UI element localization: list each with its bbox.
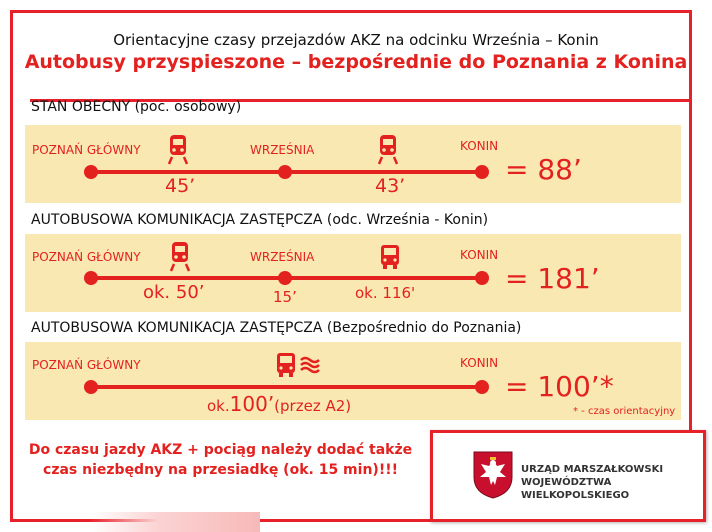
time-suffix: (przez A2) xyxy=(274,397,352,415)
stop-dot xyxy=(475,271,489,285)
logo-line-1: URZĄD MARSZAŁKOWSKI xyxy=(521,464,664,475)
segment-time xyxy=(207,392,351,416)
bus-icon xyxy=(379,244,401,270)
stop-dot xyxy=(84,165,98,179)
train-icon xyxy=(377,133,399,165)
station-poznan: POZNAŃ GŁÓWNY xyxy=(32,358,141,372)
transfer-warning: Do czasu jazdy AKZ + pociąg należy dodać także czas niezbędny na przesiadkę (ok. 15 min)!!! xyxy=(28,442,413,478)
transfer-time: 15’ xyxy=(273,288,297,306)
section-current-label: STAN OBECNY (poc. osobowy) xyxy=(31,99,242,115)
segment-time: ok. 50’ xyxy=(143,282,205,303)
train-icon xyxy=(167,133,189,165)
station-wrzesnia: WRZEŚNIA xyxy=(250,250,315,264)
stop-dot xyxy=(84,271,98,285)
time-value: 100’ xyxy=(229,392,275,416)
section-replacement-label: AUTOBUSOWA KOMUNIKACJA ZASTĘPCZA (odc. Września - Konin) xyxy=(31,212,489,228)
page-title: Orientacyjne czasy przejazdów AKZ na odcinku Września – Konin xyxy=(113,31,599,49)
footnote: * - czas orientacyjny xyxy=(573,406,676,417)
logo-line-2: WOJEWÓDZTWA WIELKOPOLSKIEGO xyxy=(521,477,630,501)
total-time: = 181’ xyxy=(505,262,600,295)
logo-text xyxy=(521,463,703,502)
station-poznan: POZNAŃ GŁÓWNY xyxy=(32,250,141,264)
motorway-icon xyxy=(299,354,321,376)
stop-dot xyxy=(475,165,489,179)
stop-dot xyxy=(278,271,292,285)
eagle-crest-icon xyxy=(473,451,513,499)
page-subtitle: Autobusy przyspieszone – bezpośrednie do Poznania z Konina xyxy=(24,51,688,73)
route-band-replacement xyxy=(25,234,681,312)
stop-dot xyxy=(278,165,292,179)
bus-icon xyxy=(275,352,297,378)
logo-box xyxy=(430,430,706,522)
total-time: = 100’* xyxy=(505,370,614,403)
station-konin: KONIN xyxy=(460,139,499,153)
station-konin: KONIN xyxy=(460,356,499,370)
station-konin: KONIN xyxy=(460,248,499,262)
segment-time: 45’ xyxy=(165,175,196,197)
route-band-direct xyxy=(25,342,681,420)
section-direct-label: AUTOBUSOWA KOMUNIKACJA ZASTĘPCZA (Bezpośrednio do Poznania) xyxy=(31,320,522,336)
stop-dot xyxy=(84,380,98,394)
segment-time: 43’ xyxy=(375,175,406,197)
total-time: = 88’ xyxy=(505,153,582,186)
station-poznan: POZNAŃ GŁÓWNY xyxy=(32,143,141,157)
train-icon xyxy=(169,240,191,272)
route-line xyxy=(93,385,486,389)
route-band-current xyxy=(25,125,681,203)
stop-dot xyxy=(475,380,489,394)
decorative-gradient xyxy=(90,512,260,532)
time-prefix: ok. xyxy=(207,397,230,415)
segment-time: ok. 116' xyxy=(355,284,416,302)
station-wrzesnia: WRZEŚNIA xyxy=(250,143,315,157)
